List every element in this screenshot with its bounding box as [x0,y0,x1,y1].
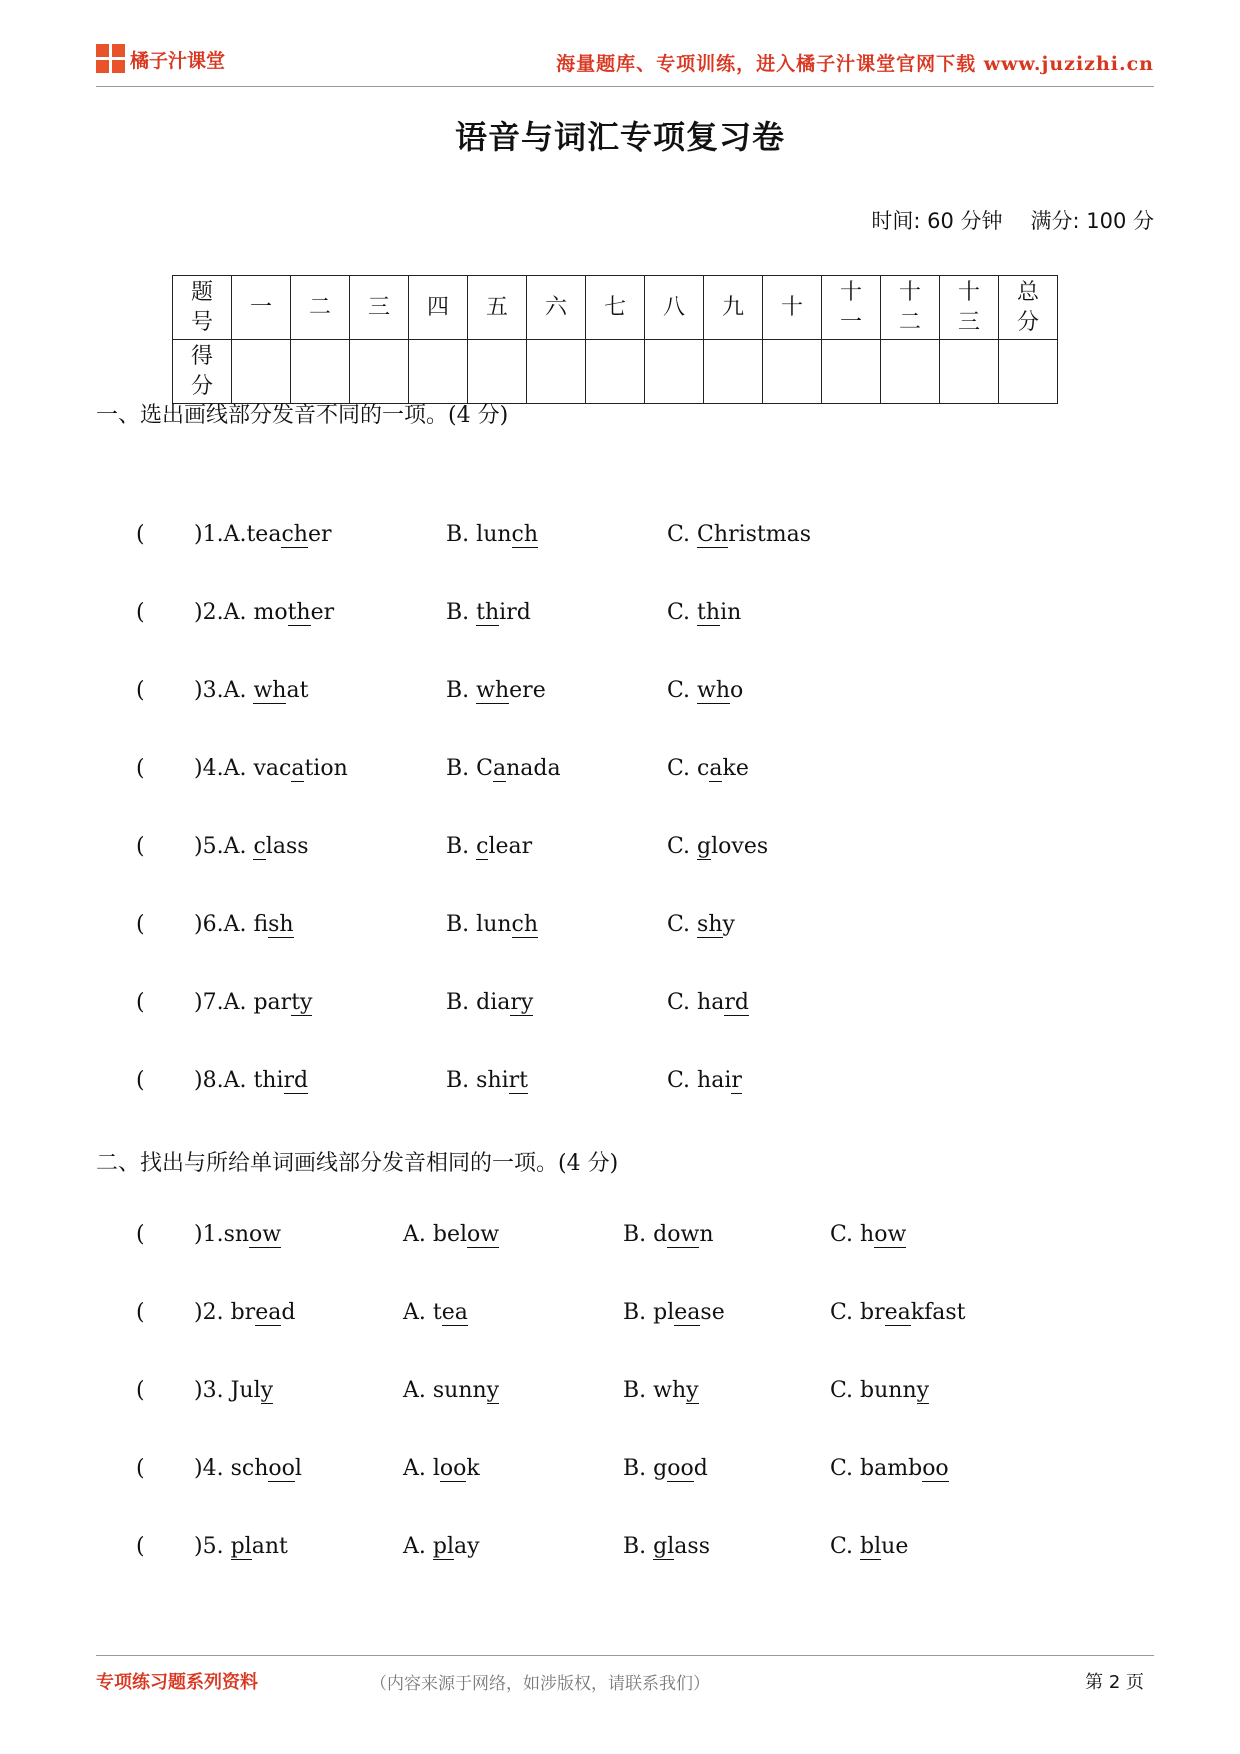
given-word: bread [230,1300,296,1325]
score-table-score-row [173,340,1058,404]
option-word: B. where [446,678,546,703]
option-word: mother [246,600,335,625]
underlined-part: y [260,1378,274,1403]
option-word: C. thin [667,600,742,625]
score-cell [704,340,763,404]
question-word: )1.snow [194,1222,282,1247]
underlined-part: gl [653,1534,675,1559]
answer-blank[interactable]: ( [136,990,145,1015]
score-table-column-11: 十一 [822,276,881,340]
given-word: plant [230,1534,288,1559]
option-word: A. below [403,1222,500,1247]
score-table-column-12: 十二 [881,276,940,340]
option-word: fish [246,912,294,937]
score-table-column-5: 五 [468,276,527,340]
footer-copyright: （内容来源于网络，如涉版权，请联系我们） [370,1674,710,1694]
underlined-part: oo [922,1456,949,1481]
question-option-a: )5.A. class [194,834,309,859]
score-cell [881,340,940,404]
score-table-column-1: 一 [232,276,291,340]
answer-blank[interactable]: ( [136,600,145,625]
question-option-b [446,522,538,547]
underlined-part: r [731,1068,742,1093]
score-table [172,275,1058,404]
header-divider [96,86,1154,87]
underlined-part: ow [874,1222,907,1247]
underlined-part: ea [674,1300,701,1325]
question-word: )3. July [194,1378,274,1403]
option-word: B. shirt [446,1068,529,1093]
option-word: teacher [246,522,332,547]
brand-name: 橘子汁课堂 [130,50,226,72]
question-option-b [446,756,561,781]
question-option-a [403,1378,499,1403]
question-option-c [667,990,749,1015]
question-word: )2. bread [194,1300,296,1325]
answer-blank[interactable]: ( [136,834,145,859]
question-option-c [667,756,749,781]
score-cell [468,340,527,404]
score-cell [822,340,881,404]
underlined-part: sh [268,912,294,937]
underlined-part: rt [508,1068,529,1093]
option-word: C. shy [667,912,735,937]
score-cell [232,340,291,404]
underlined-part: wh [253,678,287,703]
question-option-c [830,1534,908,1559]
option-word: C. how [830,1222,907,1247]
underlined-part: pl [432,1534,454,1559]
underlined-part: y [686,1378,699,1403]
footer-divider [96,1655,1154,1656]
option-word: B. Canada [446,756,561,781]
underlined-part: th [287,600,311,625]
underlined-part: ow [667,1222,700,1247]
option-word: B. diary [446,990,534,1015]
given-word: snow [223,1222,282,1247]
question-option-b [446,990,533,1015]
underlined-part: c [476,834,489,859]
question-option-a [403,1222,499,1247]
score-table-label: 题号 [173,276,232,340]
question-option-a [403,1300,468,1325]
option-word: A. tea [403,1300,468,1325]
underlined-part: ea [255,1300,282,1325]
option-word: C. blue [830,1534,909,1559]
given-word: school [230,1456,302,1481]
question-option-c [830,1222,906,1247]
underlined-part: a [493,756,507,781]
option-word: A. play [403,1534,480,1559]
option-word: B. lunch [446,522,539,547]
underlined-part: sh [697,912,723,937]
question-option-c [667,522,811,547]
score-table-column-10: 十 [763,276,822,340]
underlined-part: th [476,600,500,625]
answer-blank[interactable]: ( [136,1534,145,1559]
underlined-part: ch [281,522,308,547]
answer-blank[interactable]: ( [136,1456,145,1481]
score-table-header-row [173,276,1058,340]
option-word: C. hard [667,990,749,1015]
answer-blank[interactable]: ( [136,756,145,781]
underlined-part: ea [441,1300,468,1325]
question-option-a: )2.A. mother [194,600,335,625]
underlined-part: pl [230,1534,252,1559]
question-option-a: )6.A. fish [194,912,294,937]
score-table-column-9: 九 [704,276,763,340]
option-word: C. bunny [830,1378,930,1403]
answer-blank[interactable]: ( [136,1300,145,1325]
underlined-part: rd [283,1068,309,1093]
option-word: B. clear [446,834,533,859]
score-cell [763,340,822,404]
option-word: C. who [667,678,744,703]
option-word: vacation [246,756,348,781]
section-1-title: 一、选出画线部分发音不同的一项。(4 分) [96,403,509,428]
question-option-c [667,912,735,937]
underlined-part: rd [724,990,749,1015]
question-option-c [830,1456,949,1481]
underlined-part: th [697,600,721,625]
question-option-c [830,1300,966,1325]
option-word: B. why [623,1378,699,1403]
score-cell [645,340,704,404]
question-option-c [667,1068,742,1093]
option-word: what [253,678,309,703]
question-option-a [403,1456,480,1481]
underlined-part: y [916,1378,930,1403]
time-limit: 时间: 60 分钟 [871,209,1003,233]
question-option-b [446,600,531,625]
score-cell [409,340,468,404]
score-cell [350,340,409,404]
full-score: 满分: 100 分 [1030,209,1154,233]
question-option-b [623,1222,714,1247]
option-word: B. please [623,1300,725,1325]
option-word: B. third [446,600,531,625]
underlined-part: wh [476,678,510,703]
score-table-label: 得分 [173,340,232,404]
answer-blank[interactable]: ( [136,1068,145,1093]
underlined-part: bl [860,1534,882,1559]
underlined-part: wh [697,678,731,703]
given-word: July [230,1378,274,1403]
option-word: C. hair [667,1068,742,1093]
score-table-column-14: 总分 [999,276,1058,340]
score-table-column-8: 八 [645,276,704,340]
question-option-a: )1.A.teacher [194,522,332,547]
question-option-a: )7.A. party [194,990,313,1015]
option-word: B. good [623,1456,708,1481]
option-word: B. lunch [446,912,539,937]
question-option-b [446,678,546,703]
question-option-a: )3.A. what [194,678,309,703]
question-option-b [623,1534,710,1559]
underlined-part: c [253,834,266,859]
question-option-a: )4.A. vacation [194,756,348,781]
option-word: A. sunny [403,1378,500,1403]
score-table-column-2: 二 [291,276,350,340]
underlined-part: ow [467,1222,500,1247]
exam-meta [871,205,1154,235]
question-option-c [667,600,741,625]
underlined-part: ch [511,522,539,547]
question-option-b [446,1068,528,1093]
underlined-part: Ch [697,522,729,547]
score-table-column-13: 十三 [940,276,999,340]
option-word: C. cake [667,756,749,781]
option-word: C. breakfast [830,1300,966,1325]
option-word: C. bamboo [830,1456,949,1481]
score-table-column-6: 六 [527,276,586,340]
question-option-a [403,1534,480,1559]
answer-blank[interactable]: ( [136,522,145,547]
score-table-column-4: 四 [409,276,468,340]
answer-blank[interactable]: ( [136,678,145,703]
underlined-part: ea [884,1300,911,1325]
option-word: party [246,990,313,1015]
question-option-a: )8.A. third [194,1068,309,1093]
question-option-c [830,1378,929,1403]
underlined-part: ty [291,990,313,1015]
score-cell [291,340,350,404]
underlined-part: ch [511,912,539,937]
question-option-c [667,678,743,703]
underlined-part: ow [249,1222,282,1247]
section-2-title: 二、找出与所给单词画线部分发音相同的一项。(4 分) [96,1151,619,1176]
question-word: )5. plant [194,1534,288,1559]
question-option-b [623,1456,708,1481]
header-slogan: 海量题库、专项训练，进入橘子汁课堂官网下载 www.juzizhi.cn [556,53,1154,75]
answer-blank[interactable]: ( [136,1378,145,1403]
underlined-part: a [291,756,305,781]
question-option-b [623,1300,725,1325]
option-word: C. Christmas [667,522,812,547]
question-option-b [446,834,532,859]
score-table-column-7: 七 [586,276,645,340]
option-word: B. down [623,1222,714,1247]
question-option-b [446,912,538,937]
score-cell [527,340,586,404]
underlined-part: ry [510,990,534,1015]
answer-blank[interactable]: ( [136,1222,145,1247]
option-word: class [253,834,309,859]
footer-series: 专项练习题系列资料 [96,1672,258,1693]
underlined-part: g [697,834,712,859]
page-title: 语音与词汇专项复习卷 [454,118,785,156]
answer-blank[interactable]: ( [136,912,145,937]
question-option-b [623,1378,699,1403]
underlined-part: oo [268,1456,295,1481]
underlined-part: y [486,1378,500,1403]
score-table-column-3: 三 [350,276,409,340]
score-cell [940,340,999,404]
score-cell [999,340,1058,404]
option-word: A. look [403,1456,480,1481]
option-word: third [246,1068,309,1093]
underlined-part: oo [667,1456,694,1481]
underlined-part: a [709,756,723,781]
page-number: 第 2 页 [1085,1672,1144,1693]
underlined-part: oo [439,1456,467,1481]
option-word: C. gloves [667,834,769,859]
brand-logo-icon [96,44,126,74]
question-option-c [667,834,768,859]
option-word: B. glass [623,1534,710,1559]
score-cell [586,340,645,404]
question-word: )4. school [194,1456,302,1481]
